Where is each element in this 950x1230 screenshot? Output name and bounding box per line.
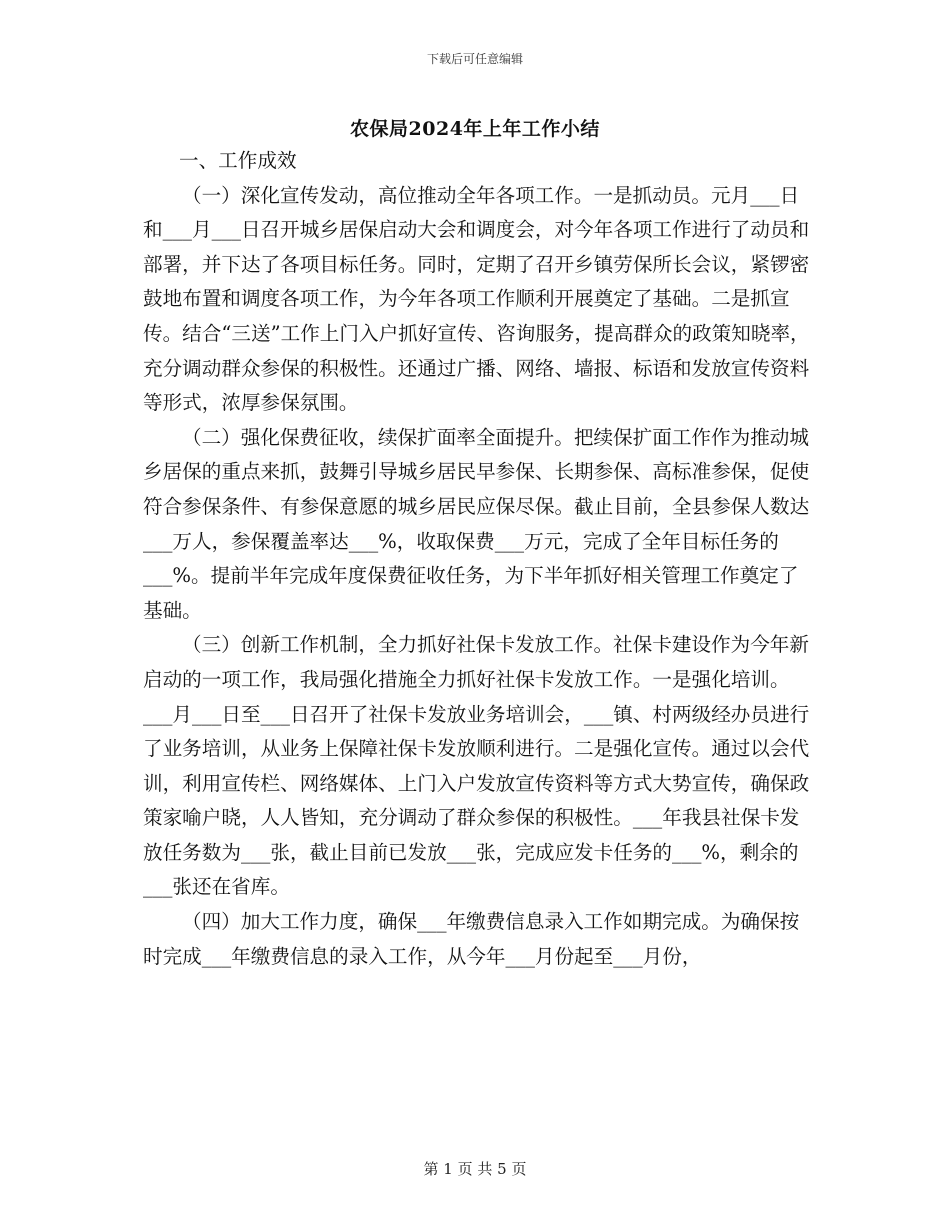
section-heading: 一、工作成效	[179, 149, 297, 172]
document-body	[143, 144, 813, 974]
paragraph-4: （四）加大工作力度，确保___年缴费信息录入工作如期完成。为确保按时完成___年缴费信息的录入工作，从今年___月份起至___月份，	[143, 910, 800, 968]
page-header-note: 下载后可任意编辑	[426, 52, 523, 66]
document-title: 农保局2024年上年工作小结	[350, 118, 600, 140]
paragraph-1: （一）深化宣传发动，高位推动全年各项工作。一是抓动员。元月___日和___月___日召开城乡居保启动大会和调度会，对今年各项工作进行了动员和部署，并下达了各项目标任务。同时，定期了召开乡镇劳保所长会议，紧锣密鼓地布置和调度各项工作，为今年各项工作顺利开展奠定了基础。二是抓宣传。结合“三送”工作上门入户抓好宣传、咨询服务，提高群众的政策知晓率，充分调动群众参保的积极性。还通过广播、网络、墙报、标语和发放宣传资料等形式，浓厚参保氛围。	[143, 183, 810, 415]
page-number: 第 1 页 共 5 页	[423, 1160, 527, 1178]
paragraph-2: （二）强化保费征收，续保扩面率全面提升。把续保扩面工作作为推动城乡居保的重点来抓，鼓舞引导城乡居民早参保、长期参保、高标准参保，促使符合参保条件、有参保意愿的城乡居民应保尽保。截止目前，全县参保人数达___万人，参保覆盖率达___%，收取保费___万元，完成了全年目标任务的___%。提前半年完成年度保费征收任务，为下半年抓好相关管理工作奠定了基础。	[143, 425, 810, 622]
paragraph-3: （三）创新工作机制，全力抓好社保卡发放工作。社保卡建设作为今年新启动的一项工作，我局强化措施全力抓好社保卡发放工作。一是强化培训。___月___日至___日召开了社保卡发放业务培训会，___镇、村两级经办员进行了业务培训，从业务上保障社保卡发放顺利进行。二是强化宣传。通过以会代训，利用宣传栏、网络媒体、上门入户发放宣传资料等方式大势宣传，确保政策家喻户晓，人人皆知，充分调动了群众参保的积极性。___年我县社保卡发放任务数为___张，截止目前已发放___张，完成应发卡任务的___%，剩余的___张还在省库。	[143, 633, 810, 899]
